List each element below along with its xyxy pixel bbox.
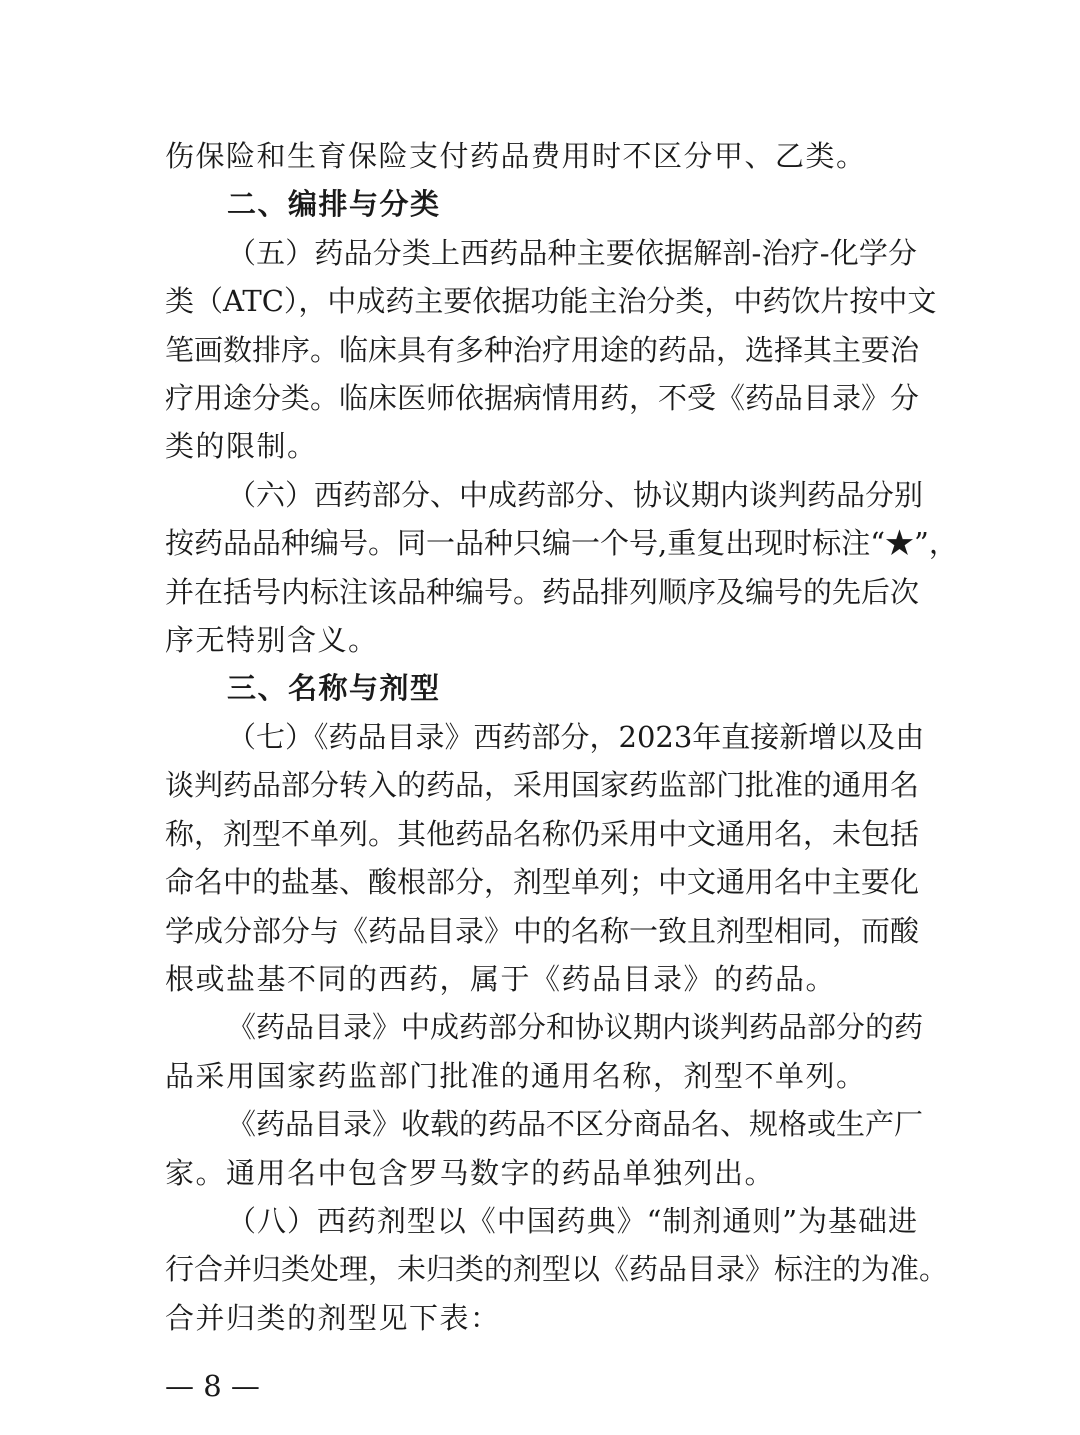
text-line: 伤保险和生育保险支付药品费用时不区分甲、乙类。 [165, 139, 867, 173]
paragraph [165, 132, 917, 180]
paragraph [165, 471, 958, 665]
text-line: 疗用途分类。临床医师依据病情用药，不受《药品目录》分 [165, 381, 920, 416]
text-line: 《药品目录》中成药部分和协议期内谈判药品部分的药 [227, 1010, 924, 1045]
text-line: 品采用国家药监部门批准的通用名称，剂型不单列。 [165, 1058, 867, 1093]
text-line: 笔画数排序。临床具有多种治疗用途的药品，选择其主要治 [165, 332, 920, 367]
text-line: （八）西药剂型以《中国药典》“制剂通则”为基础进 [227, 1203, 917, 1238]
text-line: 序无特别含义。 [165, 623, 379, 658]
paragraph [165, 713, 925, 1003]
text-line: 根或盐基不同的西药，属于《药品目录》的药品。 [165, 961, 837, 996]
text-line: （七）《药品目录》西药部分，2023年直接新增以及由 [227, 719, 925, 754]
text-line: 类（ATC），中成药主要依据功能主治分类，中药饮片按中文 [165, 284, 937, 319]
heading-text: 三、名称与剂型 [227, 671, 441, 706]
text-line: 行合并归类处理，未归类的剂型以《药品目录》标注的为准。 [165, 1252, 949, 1287]
text-line: （五）药品分类上西药品种主要依据解剖-治疗-化学分 [227, 235, 917, 270]
text-line: 《药品目录》收载的药品不区分商品名、规格或生产厂 [227, 1107, 924, 1142]
text-line: （六）西药部分、中成药部分、协议期内谈判药品分别 [227, 477, 924, 512]
document-body [165, 132, 958, 1342]
text-line: 合并归类的剂型见下表： [165, 1300, 501, 1335]
page-number: — 8 — [165, 1369, 260, 1403]
text-line: 按药品品种编号。同一品种只编一个号,重复出现时标注“★”， [165, 526, 958, 561]
paragraph [165, 229, 937, 471]
paragraph [165, 1197, 949, 1342]
section-heading [165, 664, 917, 712]
section-heading [165, 180, 917, 228]
text-line: 学成分部分与《药品目录》中的名称一致且剂型相同，而酸 [165, 913, 920, 948]
text-line: 命名中的盐基、酸根部分，剂型单列；中文通用名中主要化 [165, 865, 920, 900]
text-line: 类的限制。 [165, 429, 318, 464]
text-line: 并在括号内标注该品种编号。药品排列顺序及编号的先后次 [165, 574, 920, 609]
text-line: 谈判药品部分转入的药品，采用国家药监部门批准的通用名 [165, 768, 920, 803]
heading-text: 二、编排与分类 [227, 187, 441, 222]
paragraph [165, 1100, 924, 1197]
text-line: 称，剂型不单列。其他药品名称仍采用中文通用名，未包括 [165, 816, 920, 851]
text-line: 家。通用名中包含罗马数字的药品单独列出。 [165, 1155, 776, 1190]
paragraph [165, 1003, 924, 1100]
